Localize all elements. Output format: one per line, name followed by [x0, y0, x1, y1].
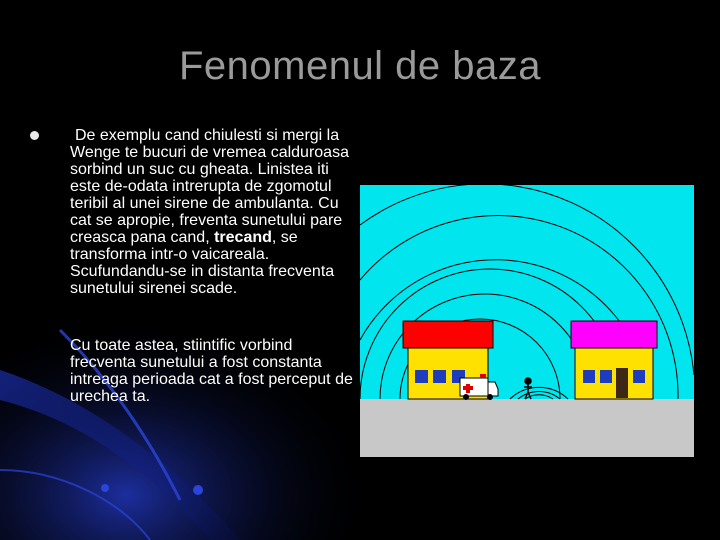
slide-title: Fenomenul de baza	[178, 44, 542, 88]
paragraph-conclusion: Cu toate astea, stiintific vorbind frecventa sunetului a fost constanta intreaga perioada cat a fost perceput de urechea ta.	[70, 337, 353, 405]
door	[616, 368, 628, 398]
ground	[360, 399, 694, 457]
paragraph-example-text: De exemplu cand chiulesti si mergi la Wenge te bucuri de vremea calduroasa sorbind un suc cu gheata. Linistea iti este de-odata intrerupta de zgomotul teribil al unei sirene de ambulanta. Cu cat se apropie, freventa sunetului pare creasca pana cand,	[70, 127, 349, 246]
bullet-dot	[30, 131, 39, 140]
doppler-illustration	[360, 185, 694, 457]
emphasis-trecand: trecand	[214, 229, 272, 246]
window	[433, 370, 446, 383]
roof-right	[571, 321, 657, 348]
window	[583, 370, 595, 383]
roof-left	[403, 321, 493, 348]
window	[415, 370, 428, 383]
window	[600, 370, 612, 383]
paragraph-example	[70, 127, 360, 297]
window	[633, 370, 645, 383]
house-right	[571, 321, 657, 399]
paragraph-example-text-end: , se transforma intr-o vaicareala. Scufundandu-se in distanta frecventa sunetului sirenei scade.	[70, 229, 335, 297]
